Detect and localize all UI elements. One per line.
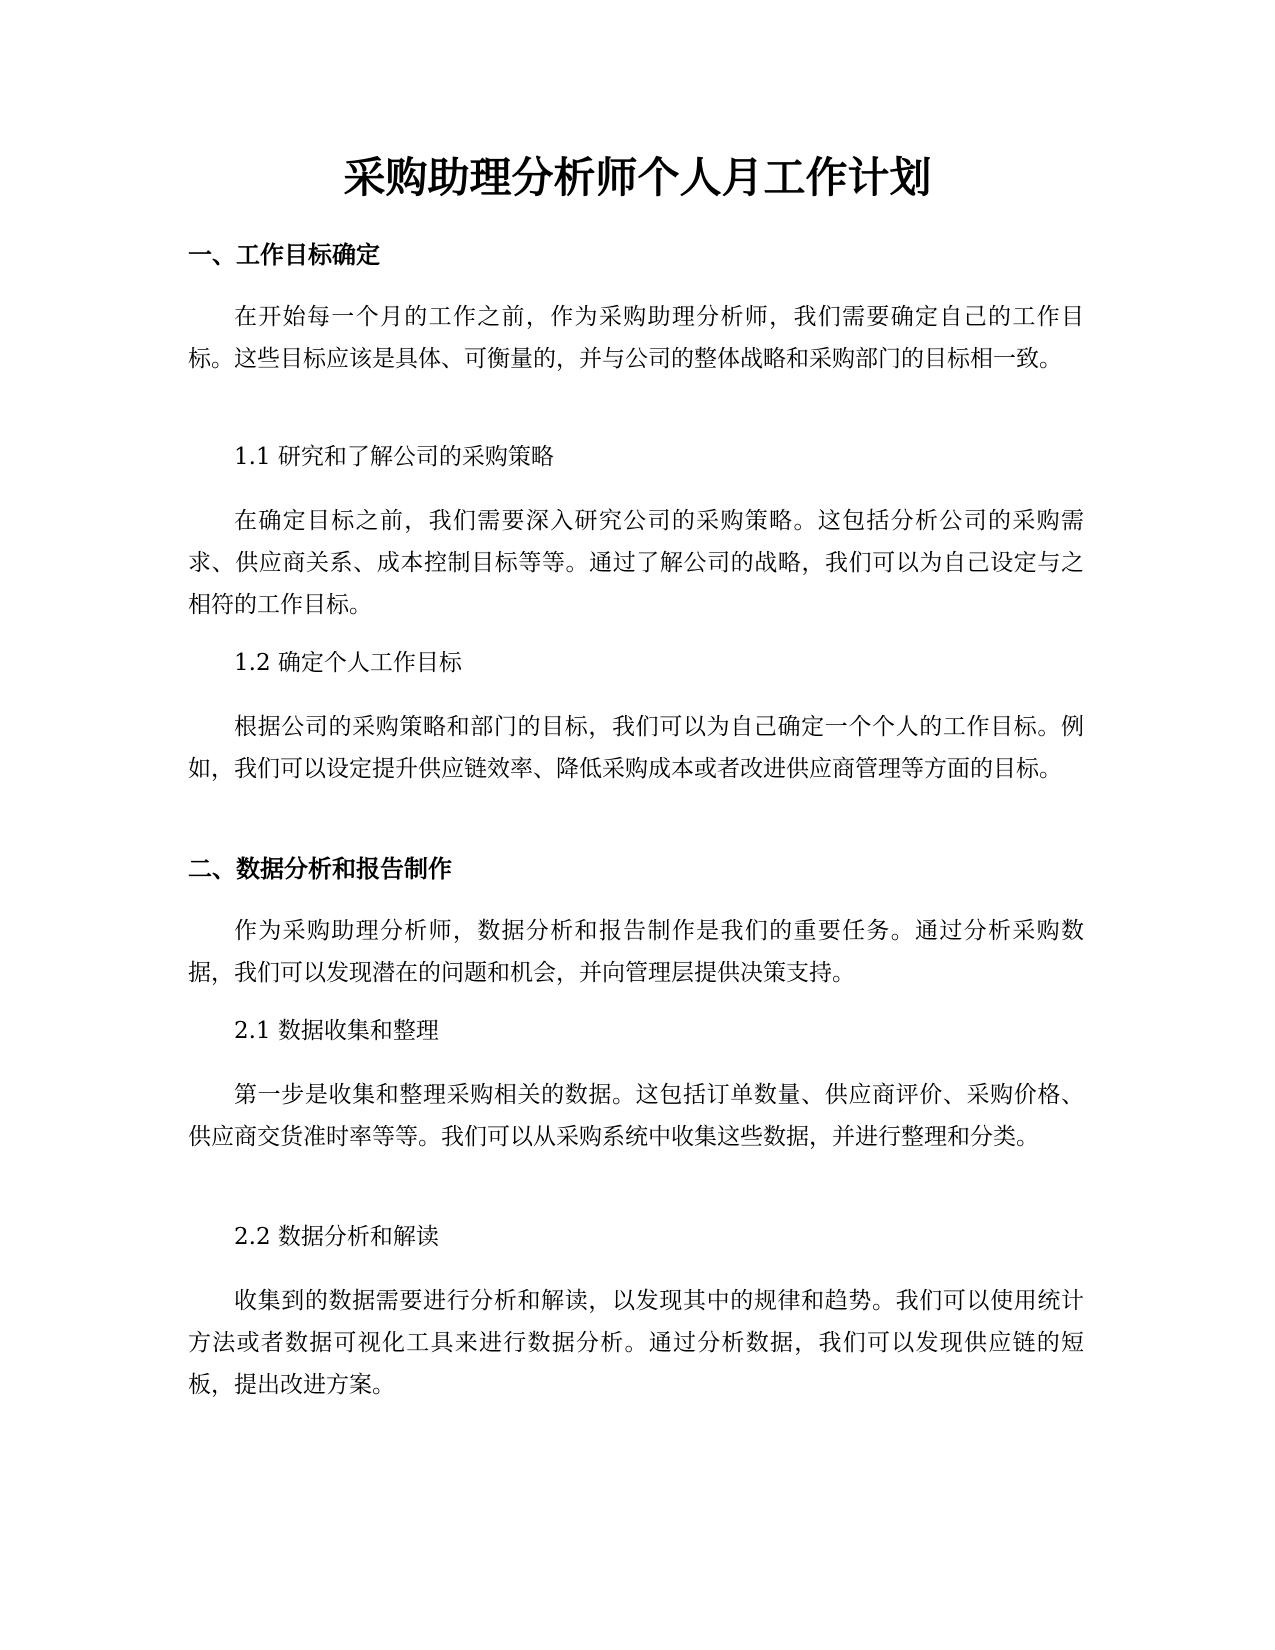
subsection-1-2-title: 1.2 确定个人工作目标 xyxy=(234,650,462,676)
section-1-intro: 在开始每一个月的工作之前，作为采购助理分析师，我们需要确定自己的工作目标。这些目标应该是具体、可衡量的，并与公司的整体战略和采购部门的目标相一致。 xyxy=(188,304,1084,372)
section-2-heading: 二、数据分析和报告制作 xyxy=(188,855,452,883)
document-title: 采购助理分析师个人月工作计划 xyxy=(343,153,932,202)
subsection-2-1-title: 2.1 数据收集和整理 xyxy=(234,1018,439,1044)
subsection-2-1-body: 第一步是收集和整理采购相关的数据。这包括订单数量、供应商评价、采购价格、供应商交货准时率等等。我们可以从采购系统中收集这些数据，并进行整理和分类。 xyxy=(188,1082,1084,1150)
section-2-intro: 作为采购助理分析师，数据分析和报告制作是我们的重要任务。通过分析采购数据，我们可以发现潜在的问题和机会，并向管理层提供决策支持。 xyxy=(188,918,1084,986)
subsection-1-1-body: 在确定目标之前，我们需要深入研究公司的采购策略。这包括分析公司的采购需求、供应商关系、成本控制目标等等。通过了解公司的战略，我们可以为自己设定与之相符的工作目标。 xyxy=(188,508,1084,618)
subsection-2-2-body: 收集到的数据需要进行分析和解读，以发现其中的规律和趋势。我们可以使用统计方法或者数据可视化工具来进行数据分析。通过分析数据，我们可以发现供应链的短板，提出改进方案。 xyxy=(188,1288,1084,1398)
section-1-heading: 一、工作目标确定 xyxy=(188,241,380,269)
subsection-1-1-title: 1.1 研究和了解公司的采购策略 xyxy=(234,444,554,470)
subsection-1-2-body: 根据公司的采购策略和部门的目标，我们可以为自己确定一个个人的工作目标。例如，我们可以设定提升供应链效率、降低采购成本或者改进供应商管理等方面的目标。 xyxy=(188,714,1084,782)
subsection-2-2-title: 2.2 数据分析和解读 xyxy=(234,1224,439,1250)
